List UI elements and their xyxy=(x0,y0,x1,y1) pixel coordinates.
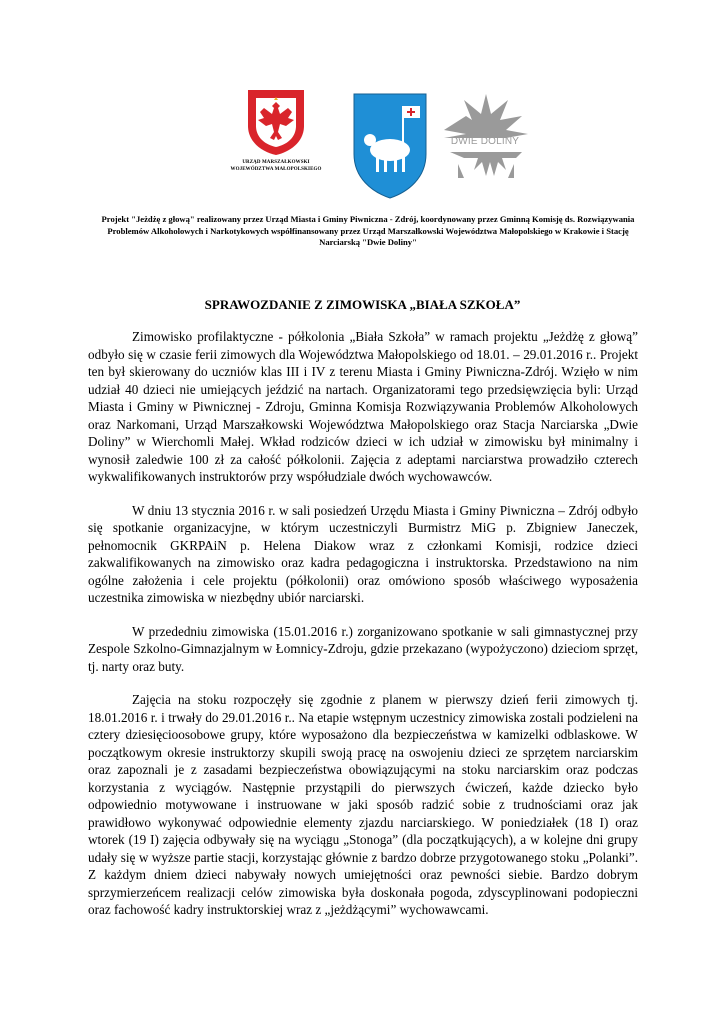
paragraph: W dniu 13 stycznia 2016 r. w sali posiedzeń Urzędu Miasta i Gminy Piwniczna – Zdrój odbyło się spotkanie organizacyjne, w którym uczestniczyli Burmistrz MiG p. Zbigniew Janeczek, pełnomocnik GKRPAiN p. Helena Diakow wraz z członkami Komisji, rodzice dzieci zakwalifikowanych na zimowisko oraz kadra pedagogiczna i instruktorska. Przedstawiono na nim ogólne założenia i cele projektu (półkolonii) oraz omówiono sposób właściwego wyposażenia uczestnika zimowiska w niezbędny ubiór narciarski. xyxy=(88,502,638,605)
document-body xyxy=(88,328,638,935)
lamb-shield-icon xyxy=(352,92,428,200)
dwie-doliny-text: DWIE DOLINY xyxy=(450,136,520,147)
project-note: Projekt "Jeżdżę z głową" realizowany przez Urząd Miasta i Gminy Piwniczna - Zdrój, koordynowany przez Gminną Komisję ds. Rozwiązywania Problemów Alkoholowych i Narkotykowych współfinansowany przez Urząd Marszałkowski Województwa Małopolskiego w Krakowie i Stację Narciarską "Dwie Doliny" xyxy=(101,214,635,247)
eagle-emblem-icon xyxy=(246,88,306,156)
paragraph: Zimowisko profilaktyczne - półkolonia „Biała Szkoła” w ramach projektu „Jeżdżę z głową” odbyło się w czasie ferii zimowych dla Województwa Małopolskiego od 18.01. – 29.01.2016 r.. Projekt ten był skierowany do uczniów klas III i IV z terenu Miasta i Gminy Piwniczna-Zdrój. Wzięło w nim udział 40 dzieci nie umiejących jeździć na nartach. Organizatorami tego przedsięwzięcia byli: Urząd Miasta i Gminy w Piwnicznej - Zdroju, Gminna Komisja Rozwiązywania Problemów Alkoholowych oraz Narkomani, Urząd Marszałkowski Województwa Małopolskiego oraz Stacja Narciarska „Dwie Doliny” w Wierchomli Małej. Wkład rodziców dzieci w ich udział w zimowisku był minimalny i wynosił zaledwie 100 zł za całość półkolonii. Zajęcia z adeptami narciarstwa prowadziło czterech wykwalifikowanych instruktorów przy współudziale dwóch wychowawców. xyxy=(88,329,638,484)
logo-caption-line2: WOJEWÓDZTWA MAŁOPOLSKIEGO xyxy=(230,167,322,172)
header-logos xyxy=(0,88,725,213)
document-title: SPRAWOZDANIE Z ZIMOWISKA „BIAŁA SZKOŁA” xyxy=(204,297,521,312)
paragraph: W przededniu zimowiska (15.01.2016 r.) zorganizowano spotkanie w sali gimnastycznej przy Zespole Szkolno-Gimnazjalnym w Łomnicy-Zdroju, gdzie przekazano (wypożyczono) dzieciom sprzęt, tj. narty oraz buty. xyxy=(88,623,638,674)
malopolska-logo xyxy=(218,88,334,173)
piwniczna-coat-of-arms xyxy=(352,92,428,205)
dwie-doliny-logo xyxy=(436,90,536,190)
paragraph: Zajęcia na stoku rozpoczęły się zgodnie z planem w pierwszy dzień ferii zimowych tj. 18.01.2016 r. i trwały do 29.01.2016 r.. Na etapie wstępnym uczestnicy zimowiska zostali podzieleni na cztery dziesięcioosobowe grupy, które wyposażono dla bezpieczeństwa w kamizelki odblaskowe. W początkowym okresie instruktorzy skupili swoją pracę na oswojeniu dzieci ze sprzętem narciarskim oraz zapoznali je z zasadami bezpieczeństwa obowiązującymi na stoku narciarskim oraz podczas korzystania z wyciągów. Następnie przystąpili do pierwszych ćwiczeń, każde dziecko było odpowiednio motywowane i instruowane w jaki sposób radzić sobie z trudnościami oraz jak prawidłowo wykonywać odpowiednie elementy zjazdu narciarskiego. W poniedziałek (18 I) oraz wtorek (19 I) zajęcia odbywały się na wyciągu „Stonoga” (dla początkujących), a w kolejne dni grupy udały się w wyższe partie stacji, korzystając głównie z bardzo dobrze przygotowanego stoku „Polanki”. Z każdym dniem dzieci nabywały nowych umiejętności oraz pewności siebie. Bardzo dobrym sprzymierzeńcem realizacji celów zimowiska była doskonała pogoda, zdyscyplinowani podopieczni oraz fachowość kadry instruktorskiej wraz z „jeżdżącymi” wychowawcami. xyxy=(88,692,638,917)
logo-caption-line1: URZĄD MARSZAŁKOWSKI xyxy=(242,160,310,165)
